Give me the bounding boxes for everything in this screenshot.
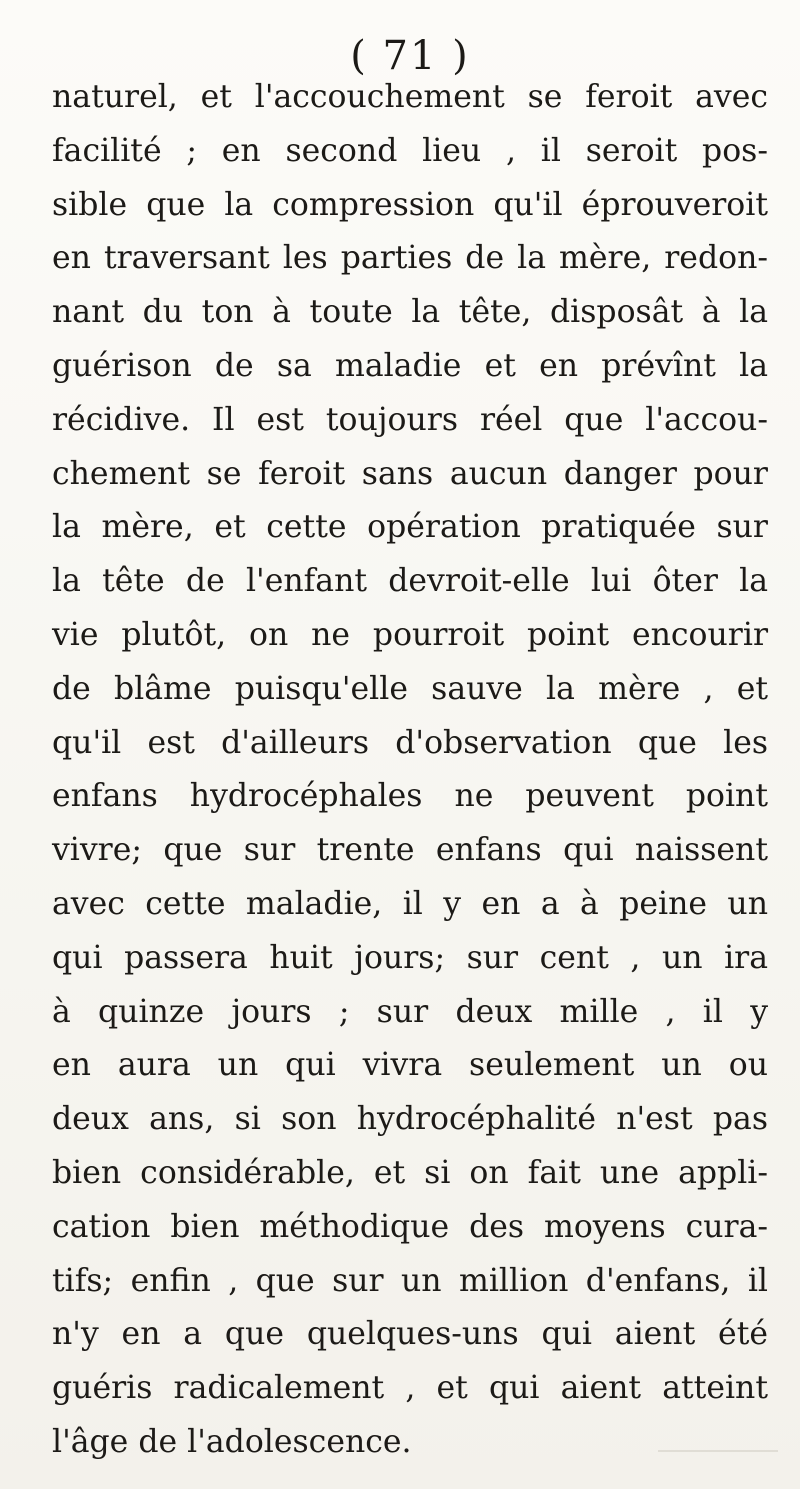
text-line: de blâme puisqu'elle sauve la mère , et: [52, 670, 768, 707]
text-line-last: l'âge de l'adolescence.: [52, 1423, 412, 1460]
text-line: deux ans, si son hydrocéphalité n'est pas: [52, 1101, 768, 1138]
text-line: en aura un qui vivra seulement un ou: [52, 1047, 768, 1084]
text-line: la tête de l'enfant devroit-elle lui ôter la: [52, 563, 768, 600]
text-line: qu'il est d'ailleurs d'observation que les: [52, 724, 768, 761]
text-line: bien considérable, et si on fait une appli-: [52, 1154, 768, 1191]
text-line: guéris radicalement , et qui aient atteint: [52, 1370, 768, 1407]
text-line: avec cette maladie, il y en a à peine un: [52, 885, 768, 922]
text-line: vie plutôt, on ne pourroit point encourir: [52, 616, 768, 653]
text-line: à quinze jours ; sur deux mille , il y: [52, 993, 768, 1030]
body-text: [52, 71, 768, 1470]
text-line: qui passera huit jours; sur cent , un ira: [52, 939, 768, 976]
text-line: enfans hydrocéphales ne peuvent point: [52, 778, 768, 815]
text-line: facilité ; en second lieu , il seroit pos-: [52, 132, 768, 169]
text-line: n'y en a que quelques-uns qui aient été: [52, 1316, 768, 1353]
text-line: cation bien méthodique des moyens cura-: [52, 1208, 768, 1245]
text-line: récidive. Il est toujours réel que l'accou-: [52, 401, 768, 438]
text-line: nant du ton à toute la tête, disposât à la: [52, 294, 768, 331]
text-line: la mère, et cette opération pratiquée sur: [52, 509, 768, 546]
text-line: tifs; enfin , que sur un million d'enfans, il: [52, 1262, 768, 1299]
text-line: naturel, et l'accouchement se feroit avec: [52, 79, 768, 115]
text-line: vivre; que sur trente enfans qui naissent: [52, 832, 768, 869]
text-line: chement se feroit sans aucun danger pour: [52, 455, 768, 492]
text-line: guérison de sa maladie et en prévînt la: [52, 347, 768, 384]
text-line: en traversant les parties de la mère, redon-: [52, 240, 768, 277]
page-number: ( 71 ): [350, 33, 470, 79]
text-line: sible que la compression qu'il éprouveroit: [52, 186, 768, 223]
paper-mark: [658, 1450, 778, 1452]
